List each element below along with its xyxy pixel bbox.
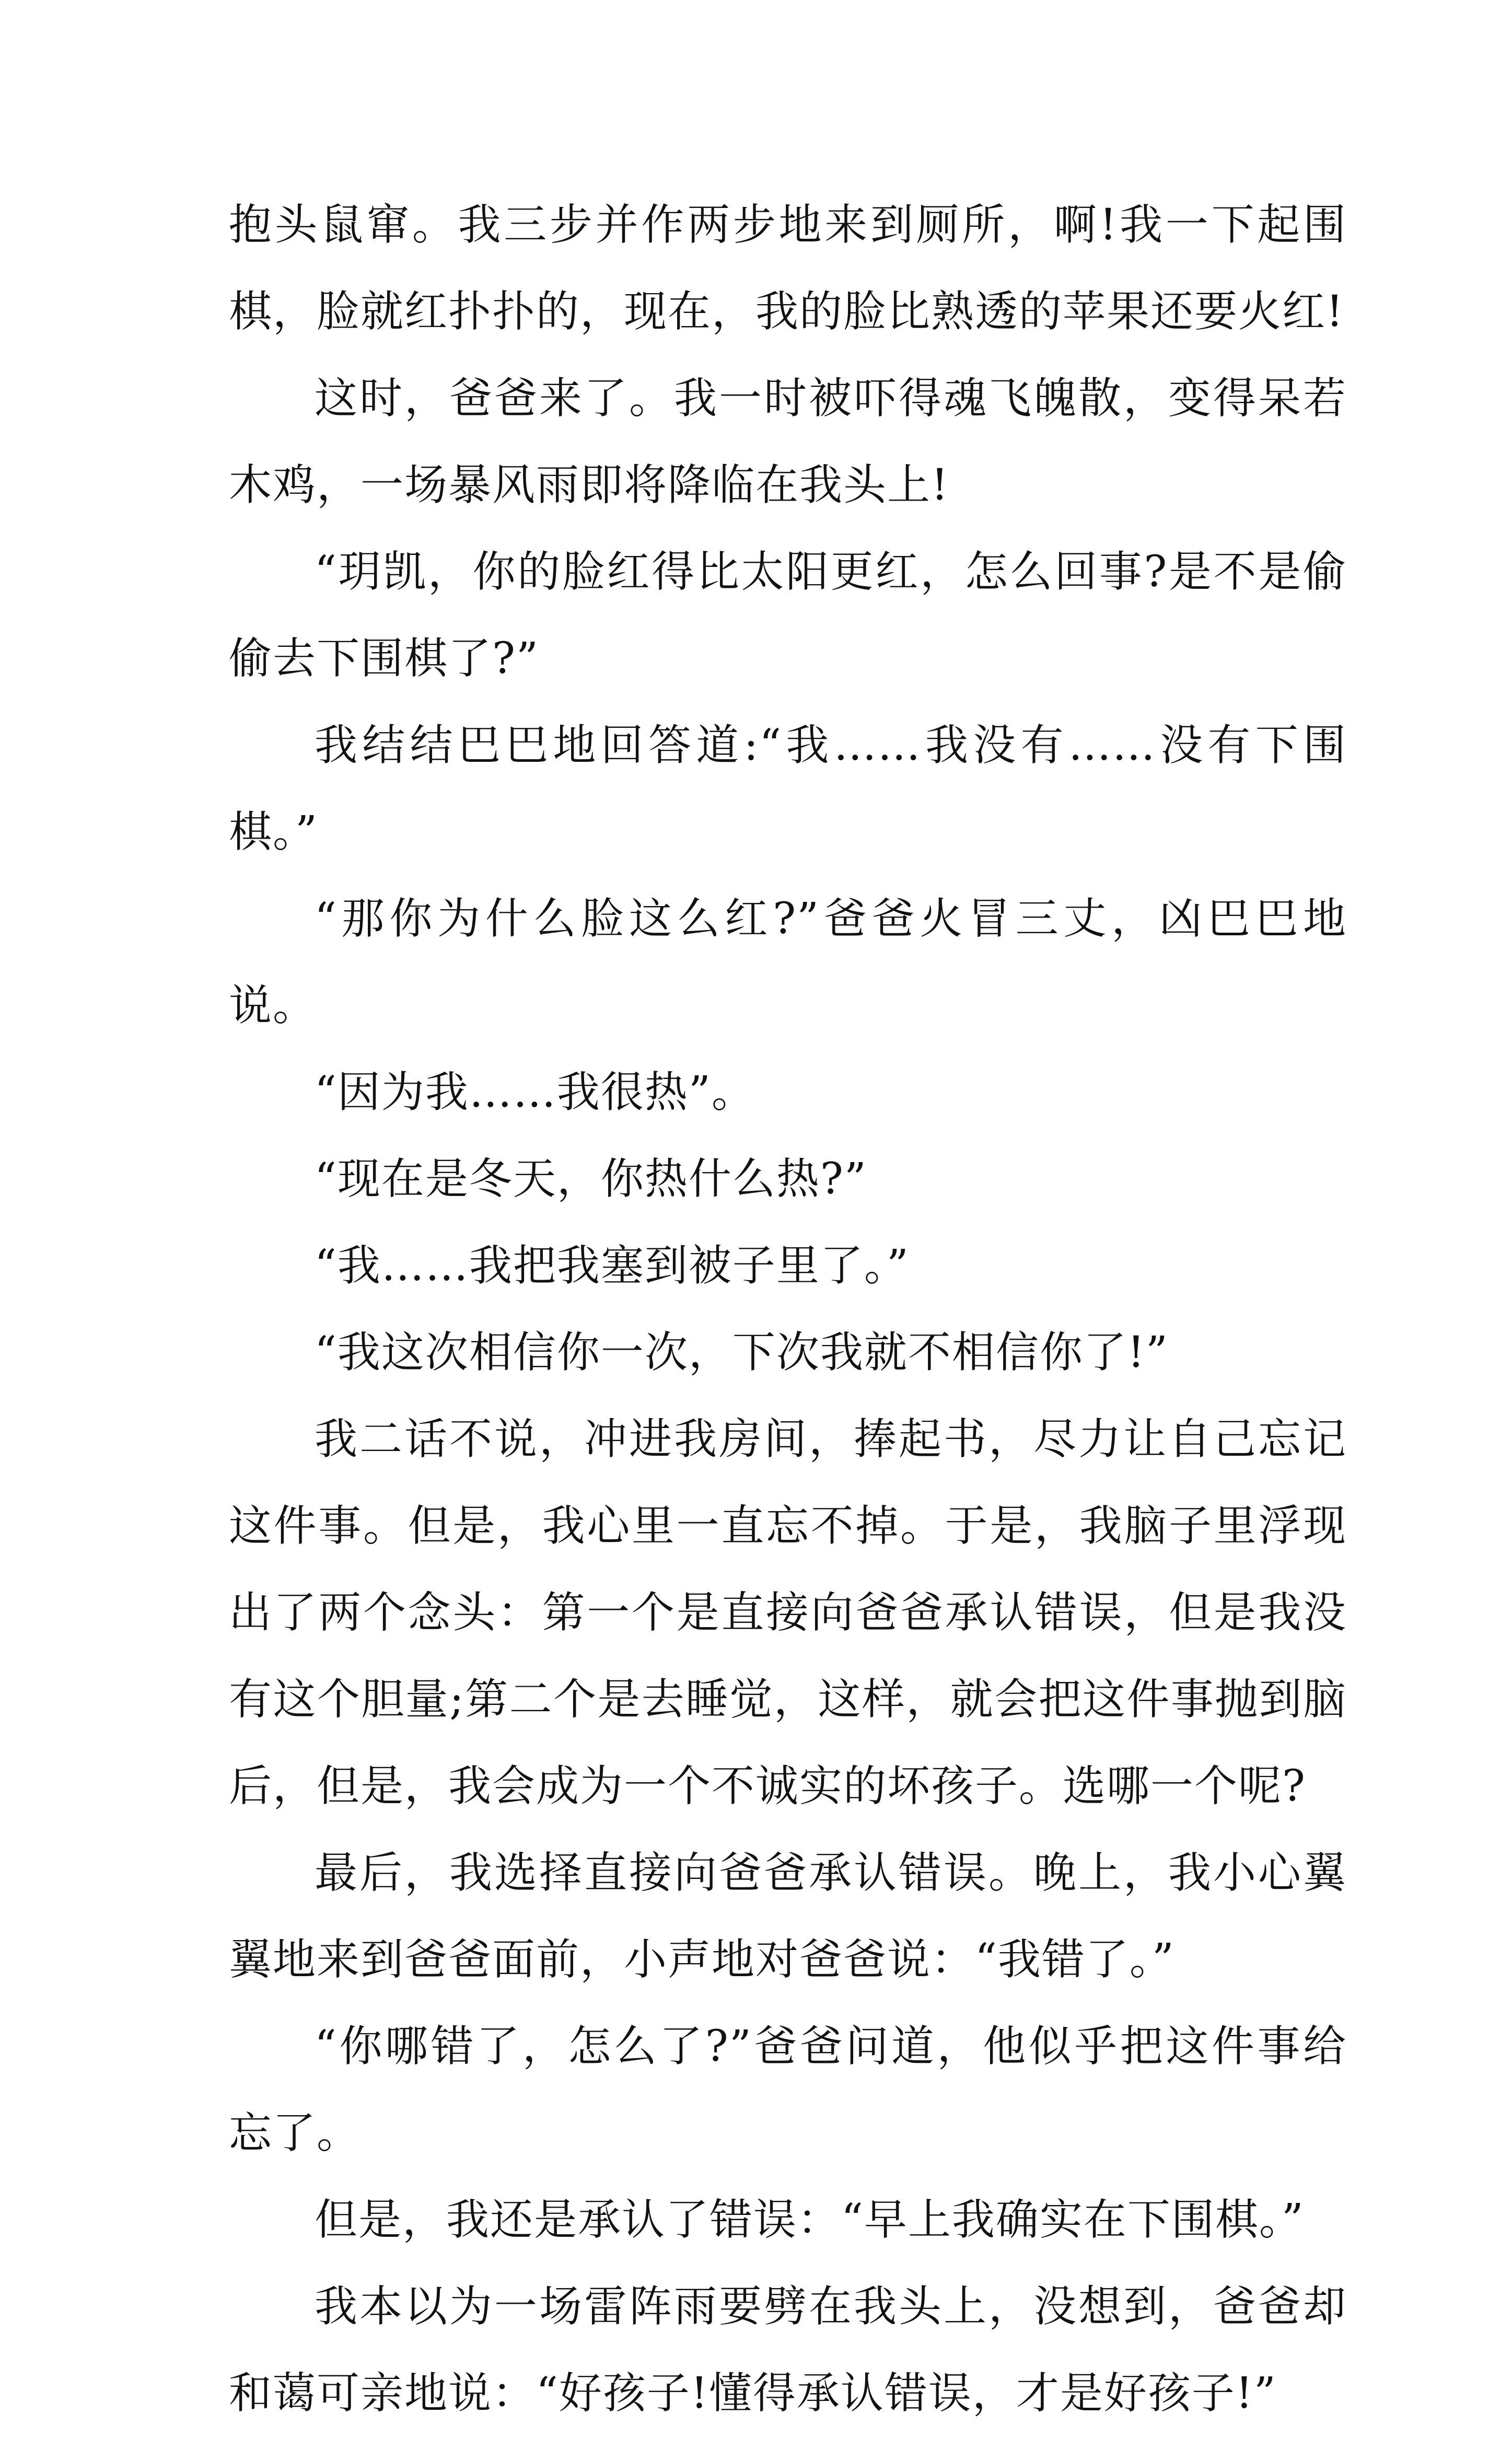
paragraph-4: 我结结巴巴地回答道:“我……我没有……没有下围棋。” — [229, 721, 1347, 857]
paragraph-1: 抱头鼠窜。我三步并作两步地来到厕所，啊!我一下起围棋，脸就红扑扑的，现在，我的脸比熟透的苹果还要火红! — [229, 200, 1347, 336]
paragraph-5: “那你为什么脸这么红?”爸爸火冒三丈，凶巴巴地说。 — [229, 894, 1347, 1030]
paragraph-8: “我……我把我塞到被子里了。” — [315, 1241, 910, 1291]
paragraph-12: “你哪错了，怎么了?”爸爸问道，他似乎把这件事给忘了。 — [229, 2022, 1347, 2158]
paragraph-7: “现在是冬天，你热什么热?” — [315, 1154, 867, 1204]
paragraph-13: 但是，我还是承认了错误：“早上我确实在下围棋。” — [315, 2195, 1305, 2245]
paragraph-6: “因为我……我很热”。 — [315, 1067, 755, 1117]
paragraph-14: 我本以为一场雷阵雨要劈在我头上，没想到，爸爸却和蔼可亲地说：“好孩子!懂得承认错误，才是好孩子!” — [229, 2282, 1347, 2418]
paragraph-11: 最后，我选择直接向爸爸承认错误。晚上，我小心翼翼地来到爸爸面前，小声地对爸爸说：“我错了。” — [229, 1848, 1347, 1985]
paragraph-3: “玥凯，你的脸红得比太阳更红，怎么回事?是不是偷偷去下围棋了?” — [229, 547, 1347, 683]
document-body — [229, 182, 1347, 2437]
paragraph-9: “我这次相信你一次，下次我就不相信你了!” — [315, 1328, 1169, 1377]
paragraph-2: 这时，爸爸来了。我一时被吓得魂飞魄散，变得呆若木鸡，一场暴风雨即将降临在我头上! — [229, 374, 1347, 510]
paragraph-10: 我二话不说，冲进我房间，捧起书，尽力让自己忘记这件事。但是，我心里一直忘不掉。于是，我脑子里浮现出了两个念头：第一个是直接向爸爸承认错误，但是我没有这个胆量;第二个是去睡觉，这样，就会把这件事抛到脑后，但是，我会成为一个不诚实的坏孩子。选哪一个呢? — [229, 1414, 1347, 1811]
